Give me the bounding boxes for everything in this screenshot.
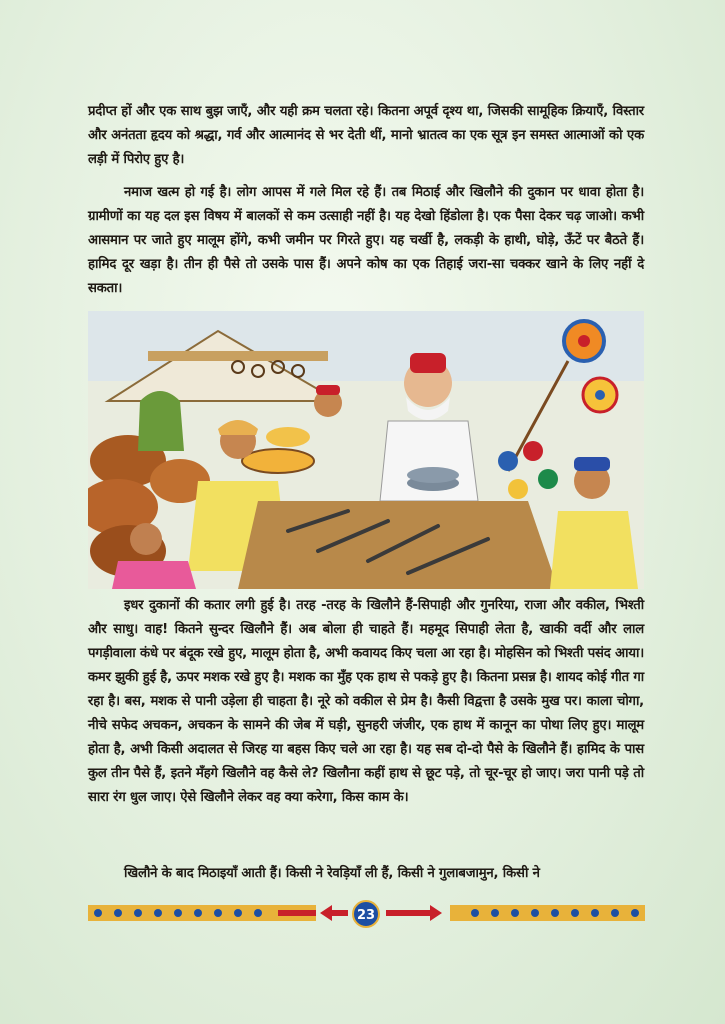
paragraph-4: खिलौने के बाद मिठाइयाँ आती हैं। किसी ने रेवड़ियाँ ली हैं, किसी ने गुलाबजामुन, किसी ने	[124, 866, 540, 881]
footer-ornament-left	[88, 901, 316, 925]
paragraph-2: नमाज खत्म हो गई है। लोग आपस में गले मिल रहे हैं। तब मिठाई और खिलौने की दुकान पर धावा होता है। ग्रामीणों का यह दल इस विषय में बालकों से कम उत्साही नहीं है। यह देखो हिंडोला है। एक पैसा देकर चढ़ जाओ। कभी आसमान पर जाते हुए मालूम होंगे, कभी जमीन पर गिरते हुए। यह चर्खी है, लकड़ी के हाथी, घोड़े, ऊँटें पर बैठते हैं। हामिद दूर खड़ा है। तीन ही पैसे तो उसके पास हैं। अपने कोष का एक तिहाई जरा-सा चक्कर खाने के लिए नहीं दे सकता।	[88, 185, 644, 296]
ornament-arrow-left-icon	[318, 903, 350, 927]
paragraph-3: इधर दुकानों की कतार लगी हुई है। तरह -तरह के खिलौने हैं-सिपाही और गुनरिया, राजा और वकील, भिश्ती और साधु। वाह! कितने सुन्दर खिलौने हैं। अब बोला ही चाहते हैं। महमूद सिपाही लेता है, खाकी वर्दी और लाल पगड़ीवाला कंधे पर बंदूक रखे हुए, मालूम होता है, अभी कवायद किए चला आ रहा है। मोहसिन को भिश्ती पसंद आया। कमर झुकी हुई है, ऊपर मशक रखे हुए है। मशक का मुँह एक हाथ से पकड़े हुए है। कितना प्रसन्न है। शायद कोई गीत गा रहा है। बस, मशक से पानी उड़ेला ही चाहता है। नूरे को वकील से प्रेम है। कैसी विद्वत्ता है उसके मुख पर। काला चोगा, नीचे सफेद अचकन, अचकन के सामने की जेब में घड़ी, सुनहरी जंजीर, एक हाथ में कानून का पोथा लिए हुए। मालूम होता है, अभी किसी अदालत से जिरह या बहस किए चले आ रहा है। यह सब दो-दो पैसे के खिलौने हैं। हामिद के पास कुल तीन पैसे हैं, इतने मँहगे खिलौने वह कैसे ले? खिलौना कहीं हाथ से छूट पड़े, तो चूर-चूर हो जाए। जरा पानी पड़े तो सारा रंग धुल जाए। ऐसे खिलौने लेकर वह क्या करेगा, किस काम के।	[88, 598, 644, 805]
ornament-arrow-right-icon	[384, 903, 444, 927]
market-illustration	[88, 311, 644, 589]
paragraph-1: प्रदीप्त हों और एक साथ बुझ जाएँ, और यही क्रम चलता रहे। कितना अपूर्व दृश्य था, जिसकी सामूहिक क्रियाएँ, विस्तार और अनंतता हृदय को श्रद्धा, गर्व और आत्मानंद से भर देती थीं, मानो भ्रातत्व का एक सूत्र इन समस्त आत्माओं को एक लड़ी में पिरोए हुए है।	[88, 104, 644, 167]
pinwheel-icon	[564, 321, 604, 361]
pinwheel-icon	[583, 378, 617, 412]
footer-ornament-right	[450, 901, 645, 925]
page-number: 23	[352, 900, 380, 928]
